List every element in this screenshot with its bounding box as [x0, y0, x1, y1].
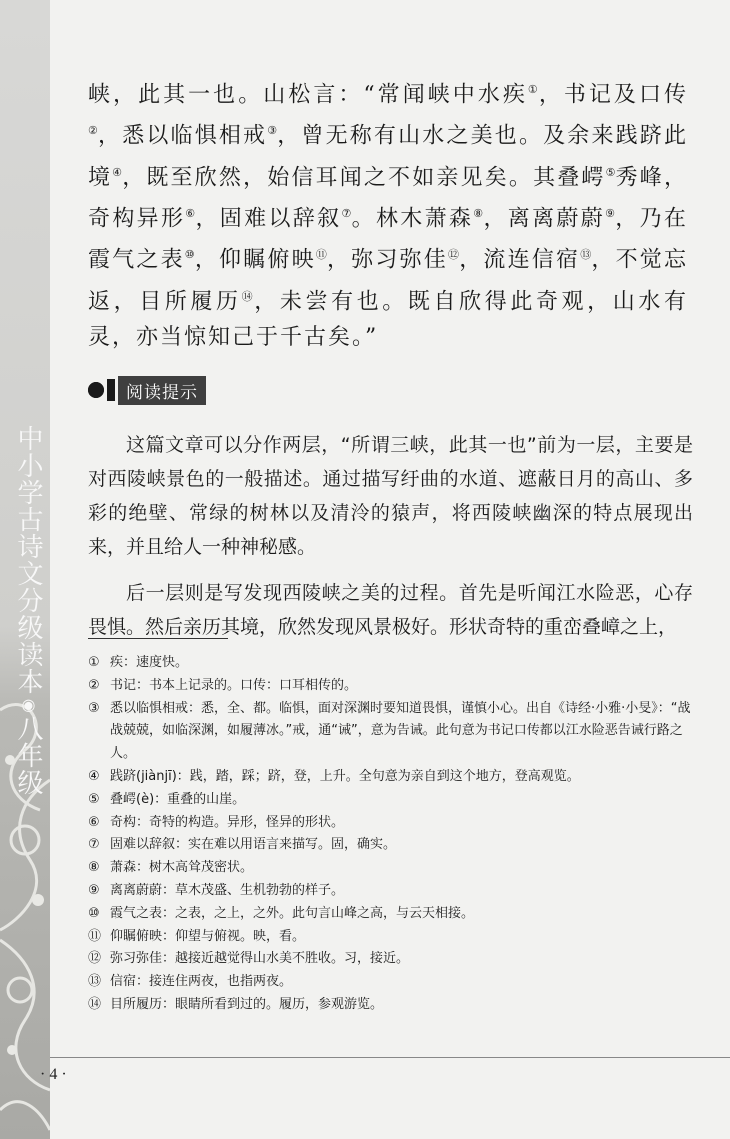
footnote-ref: ⑦: [341, 206, 352, 220]
footnote-number: ⑦: [88, 837, 100, 853]
footnote-ref: ⑥: [185, 206, 196, 220]
footnote-item: [88, 812, 700, 835]
footnote-ref: ⑬: [580, 248, 592, 262]
footnote-number: ①: [88, 655, 100, 670]
footnote-item: [88, 994, 700, 1017]
footnote-item: [88, 948, 700, 971]
footnote-text: 奇构：奇特的构造。异形，怪异的形状。: [110, 814, 345, 830]
footnote-number: ④: [88, 768, 100, 784]
footnote-item: [88, 880, 700, 903]
footnote-text: 目所履历：眼睛所看到过的。履历，参观游览。: [110, 996, 384, 1012]
footnote-ref: ⑤: [605, 165, 616, 179]
footnote-text: 疾：速度快。: [110, 655, 189, 670]
footnote-text: 萧森：树木高耸茂密状。: [110, 860, 254, 876]
footnote-text: 践跻(jiànjī)：践，踏，踩；跻，登，上升。全句意为亲自到这个地方，登高观览。: [110, 768, 580, 784]
footnote-number: ③: [88, 700, 100, 716]
footnote-number: ⑩: [88, 905, 100, 921]
footnote-number: ⑥: [88, 814, 100, 830]
footnote-number: ②: [88, 677, 100, 693]
footnote-text: 离离蔚蔚：草木茂盛、生机勃勃的样子。: [110, 882, 345, 898]
footnote-ref: ②: [88, 124, 99, 138]
footnote-text: 叠崿(è)：重叠的山崖。: [110, 791, 246, 807]
series-title-separator: ◉: [19, 695, 38, 715]
footnote-number: ⑪: [88, 928, 102, 944]
footnote-number: ⑬: [88, 974, 102, 990]
series-title-part1: 中小学古诗文分级读本: [13, 425, 43, 695]
footnote-item: [88, 857, 700, 880]
page-number: · 4 ·: [40, 1066, 67, 1083]
reading-tip-paragraph: 后一层则是写发现西陵峡之美的过程。首先是听闻江水险恶，心存畏惧。然后亲历其境，欣然发现风景极好。形状奇特的重峦叠嶂之上，: [88, 582, 693, 638]
reading-tip-label: 阅读提示: [118, 376, 206, 405]
footnote-text: 固难以辞叙：实在难以用语言来描写。固，确实。: [110, 837, 397, 853]
footnote-text: 信宿：接连住两夜，也指两夜。: [110, 974, 293, 990]
footnote-ref: ⑩: [184, 248, 195, 262]
footnote-ref: ④: [112, 165, 123, 179]
footnote-item: [88, 926, 700, 949]
footnote-item: [88, 675, 700, 698]
footnote-ref: ③: [267, 124, 278, 138]
passage-paragraph: 峡，此其一也。山松言：“常闻峡中水疾①，书记及口传②，悉以临惧相戒③，曾无称有山水之美也。及余来践跻此境④，既至欣然，始信耳闻之不如亲见矣。其叠崿⑤秀峰，奇构异形⑥，固难以辞叙⑦。林木萧森⑧，离离蔚蔚⑨，乃在霞气之表⑩，仰瞩俯映⑪，弥习弥佳⑫，流连信宿⑬，不觉忘返，目所履历⑭，未尝有也。既自欣得此奇观，山水有灵，亦当惊知己于千古矣。”: [88, 82, 688, 350]
footnote-number: ⑨: [88, 882, 100, 898]
series-title-vertical: [7, 425, 43, 796]
footnote-item: [88, 971, 700, 994]
reading-tip-header: [88, 376, 206, 404]
footnote-text: 书记：书本上记录的。口传：口耳相传的。: [110, 677, 358, 693]
footnote-text: 弥习弥佳：越接近越觉得山水美不胜收。习，接近。: [110, 951, 410, 967]
footnote-text: 悉以临惧相戒：悉，全、都。临惧，面对深渊时要知道畏惧，谨慎小心。出自《诗经·小雅·小旻》：“战战兢兢，如临深渊，如履薄冰。”戒，通“诫”，意为告诫。此句意为书记口传都以江水险恶告诫行路之人。: [110, 700, 691, 762]
page-bottom-divider: [50, 1057, 730, 1058]
bracket-icon: [107, 379, 115, 401]
footnote-divider: [88, 638, 228, 639]
footnote-number: ⑫: [88, 951, 102, 967]
classical-text-passage: [88, 72, 688, 356]
bullet-icon: [88, 382, 104, 398]
footnote-text: 霞气之表：之表，之上，之外。此句言山峰之高，与云天相接。: [110, 905, 475, 921]
footnotes-list: [88, 652, 700, 1017]
reading-tip-body: [88, 428, 693, 656]
footnote-ref: ⑭: [241, 289, 255, 303]
footnote-ref: ⑪: [315, 248, 328, 262]
footnote-number: ⑧: [88, 860, 100, 876]
footnote-item: [88, 698, 700, 766]
footnote-ref: ⑨: [605, 206, 616, 220]
footnote-number: ⑭: [88, 996, 102, 1012]
series-title-part2: 八年级: [13, 715, 43, 796]
footnote-ref: ⑫: [448, 248, 460, 262]
footnote-number: ⑤: [88, 791, 100, 807]
footnote-item: [88, 652, 700, 675]
footnote-ref: ⑧: [473, 206, 484, 220]
reading-tip-paragraph: 这篇文章可以分作两层，“所谓三峡，此其一也”前为一层，主要是对西陵峡景色的一般描述。通过描写纡曲的水道、遮蔽日月的高山、多彩的绝壁、常绿的树林以及清泠的猿声，将西陵峡幽深的特点展现出来，并且给人一种神秘感。: [88, 434, 693, 558]
footnote-text: 仰瞩俯映：仰望与俯视。映，看。: [110, 928, 306, 944]
footnote-item: [88, 766, 700, 789]
footnote-ref: ①: [527, 83, 539, 96]
footnote-item: [88, 903, 700, 926]
footnote-item: [88, 789, 700, 812]
footnote-item: [88, 834, 700, 857]
